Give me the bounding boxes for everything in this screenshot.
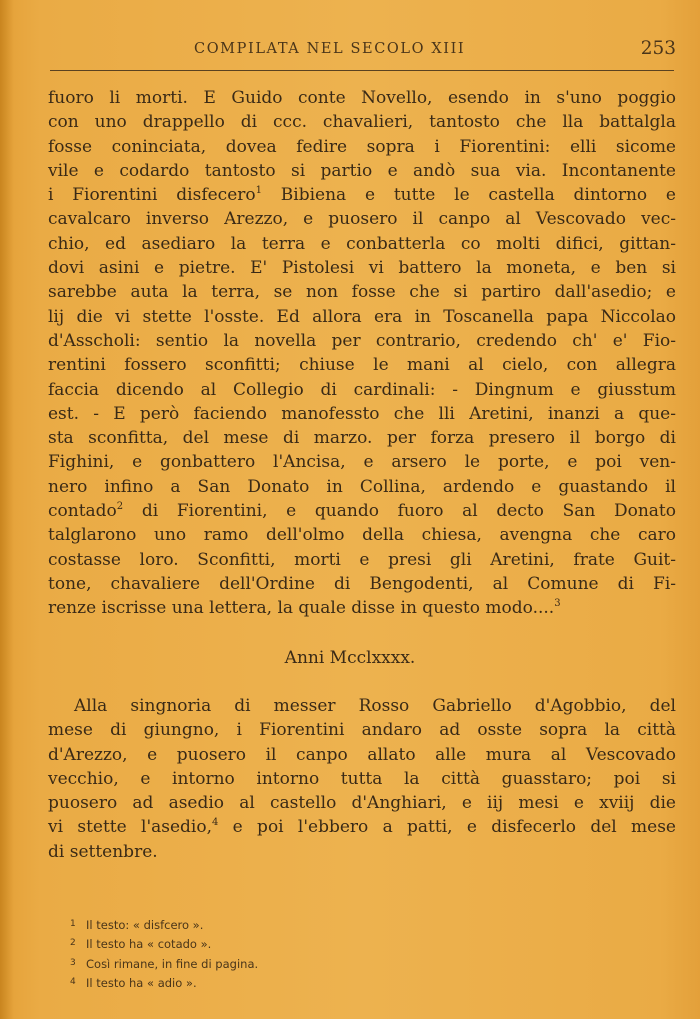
text-line: lij die vi stette l'osste. Ed allora era in Toscanella papa Niccolao	[48, 306, 676, 327]
text-line: faccia dicendo al Collegio di cardinali: - Dingnum e giusstum	[48, 379, 676, 400]
text-line: fuoro li morti. E Guido conte Novello, esendo in s'uno poggio	[48, 88, 676, 108]
text-line: renze iscrisse una lettera, la quale disse in questo modo....$^3$	[48, 598, 561, 619]
text-line: sta sconfitta, del mese di marzo. per forza presero il borgo di	[48, 428, 676, 449]
footnote-number: 3	[70, 957, 76, 968]
text-line: talglarono uno ramo dell'olmo della chiesa, avengna che caro	[48, 525, 676, 546]
text-line: con uno drappello di ccc. chavalieri, tantosto che lla battalgla	[48, 112, 676, 133]
footnote	[70, 973, 470, 992]
text-line: costasse loro. Sconfitti, morti e presi gli Aretini, frate Guit-	[48, 549, 676, 570]
footnote-number: 1	[70, 919, 76, 929]
text-line: cavalcaro inverso Arezzo, e puosero il canpo al Vescovado vec-	[48, 209, 676, 230]
paragraph-1	[48, 86, 676, 621]
text-line: sarebbe auta la terra, se non fosse che si partiro dall'asedio; e	[48, 282, 676, 303]
page-number: 253	[640, 38, 676, 59]
footnote	[70, 915, 470, 934]
footnote-ref[interactable]: 4	[212, 817, 219, 829]
footnotes	[70, 915, 470, 993]
text-line: d'Asscholi: sentio la novella per contrario, credendo ch' e' Fio-	[48, 330, 676, 351]
footnote-number: 4	[70, 977, 76, 988]
text-line: est. - E però faciendo manofessto che lli Aretini, inanzi a que-	[48, 403, 676, 424]
footnote-ref[interactable]: 3	[554, 598, 561, 610]
year-heading: Anni Mcclxxxx.	[284, 648, 416, 668]
text-line: i Fiorentini disfecero$^1$ Bibiena e tutte le castella dintorno e	[48, 185, 676, 206]
footnote-text: Il testo ha « cotado ».	[86, 937, 212, 952]
text-line: tone, chavaliere dell'Ordine di Bengodenti, al Comune di Fi-	[48, 573, 676, 594]
text-line: nero infino a San Donato in Collina, ardendo e guastando il	[48, 476, 676, 497]
text-line: d'Arezzo, e puosero il canpo allato alle mura al Vescovado	[48, 744, 676, 765]
text-line: di settenbre.	[48, 841, 158, 862]
text-line: fosse coninciata, dovea fedire sopra i Fiorentini: elli sicome	[48, 136, 676, 157]
footnote-text: Così rimane, in fine di pagina.	[86, 956, 259, 971]
text-line: mese di giungno, i Fiorentini andaro ad osste sopra la città	[48, 720, 676, 741]
text-line: chio, ed asediaro la terra e conbatterla co molti difici, gittan-	[48, 233, 676, 254]
running-title: COMPILATA NEL SECOLO XIII	[194, 41, 466, 57]
footnote	[70, 954, 470, 973]
footnote-ref[interactable]: 1	[255, 185, 262, 197]
footnote-ref[interactable]: 2	[116, 501, 124, 513]
footnote	[70, 934, 470, 953]
text-line: Alla singnoria di messer Rosso Gabriello d'Agobbio, del	[74, 696, 676, 716]
page-header	[48, 38, 676, 64]
header-rule	[50, 70, 674, 71]
text-line: vecchio, e intorno intorno tutta la città guasstaro; poi si	[48, 768, 676, 789]
text-line: vile e codardo tantosto si partio e andò sua via. Incontanente	[48, 160, 676, 181]
text-line: rentini fossero sconfitti; chiuse le mani al cielo, con allegra	[48, 355, 676, 376]
text-line: Fighini, e gonbattero l'Ancisa, e arsero le porte, e poi ven-	[48, 452, 676, 473]
text-line: vi stette l'asedio,$^4$ e poi l'ebbero a patti, e disfecerlo del mese	[48, 817, 676, 838]
text-line: contado$^2$ di Fiorentini, e quando fuoro al decto San Donato	[48, 501, 676, 522]
paragraph-2	[48, 694, 676, 864]
text-line: puosero ad asedio al castello d'Anghiari, e iij mesi e xviij die	[48, 793, 676, 814]
text-line: dovi asini e pietre. E' Pistolesi vi battero la moneta, e ben si	[48, 258, 676, 279]
footnote-number: 2	[70, 938, 76, 949]
footnote-text: Il testo: « disfcero ».	[86, 918, 204, 932]
footnote-text: Il testo ha « adio ».	[86, 976, 197, 991]
